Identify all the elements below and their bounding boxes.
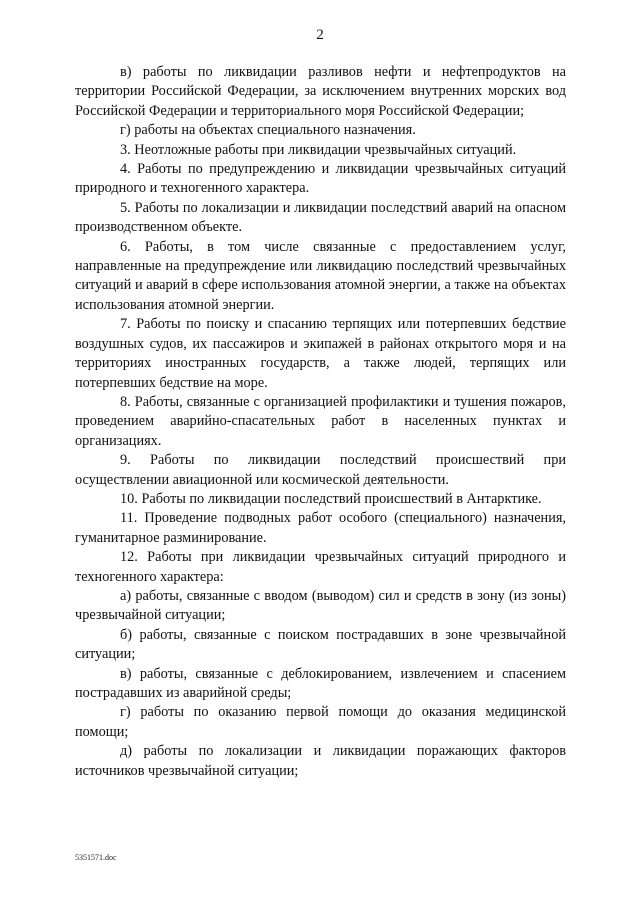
paragraph-5: 5. Работы по локализации и ликвидации последствий аварий на опасном производственном объекте.	[75, 199, 566, 236]
paragraph-12-item-a: а) работы, связанные с вводом (выводом) сил и средств в зону (из зоны) чрезвычайной ситуации;	[75, 587, 566, 624]
paragraph-9: 9. Работы по ликвидации последствий происшествий при осуществлении авиационной или космической деятельности.	[75, 452, 566, 488]
paragraph-item-g-special-objects: г) работы на объектах специального назначения.	[120, 122, 416, 139]
document-body	[75, 63, 566, 781]
paragraph-6: 6. Работы, в том числе связанные с предоставлением услуг, направленные на предупреждение или ликвидацию последствий чрезвычайных ситуаций и аварий в сфере использования атомной энергии, а также на объектах использования атомной энергии.	[75, 238, 566, 313]
paragraph-4: 4. Работы по предупреждению и ликвидации чрезвычайных ситуаций природного и техногенного характера.	[75, 161, 566, 197]
paragraph-8: 8. Работы, связанные с организацией профилактики и тушения пожаров, проведением аварийно-спасательных работ в населенных пунктах и организациях.	[75, 393, 566, 449]
paragraph-item-v-oil-spills: в) работы по ликвидации разливов нефти и нефтепродуктов на территории Российской Федерации, за исключением внутренних морских вод Российской Федерации и территориального моря Российской Федерации;	[75, 64, 566, 119]
paragraph-11: 11. Проведение подводных работ особого (специального) назначения, гуманитарное разминирование.	[75, 510, 566, 546]
paragraph-12: 12. Работы при ликвидации чрезвычайных ситуаций природного и техногенного характера:	[75, 549, 566, 585]
paragraph-12-item-g: г) работы по оказанию первой помощи до оказания медицинской помощи;	[75, 704, 566, 740]
page-number: 2	[316, 27, 324, 43]
paragraph-7: 7. Работы по поиску и спасанию терпящих или потерпевших бедствие воздушных судов, их пассажиров и экипажей в районах открытого моря и на территориях иностранных государств, а также людей, терпящих или потерпевших бедствие на море.	[75, 316, 566, 391]
paragraph-10: 10. Работы по ликвидации последствий происшествий в Антарктике.	[120, 490, 542, 507]
paragraph-12-item-b: б) работы, связанные с поиском пострадавших в зоне чрезвычайной ситуации;	[75, 626, 566, 663]
paragraph-12-item-d: д) работы по локализации и ликвидации поражающих факторов источников чрезвычайной ситуации;	[75, 743, 566, 779]
footer-file-code: 5351571.doc	[75, 853, 117, 862]
paragraph-12-item-v: в) работы, связанные с деблокированием, извлечением и спасением пострадавших из аварийной среды;	[75, 665, 566, 701]
paragraph-3: 3. Неотложные работы при ликвидации чрезвычайных ситуаций.	[120, 141, 517, 158]
